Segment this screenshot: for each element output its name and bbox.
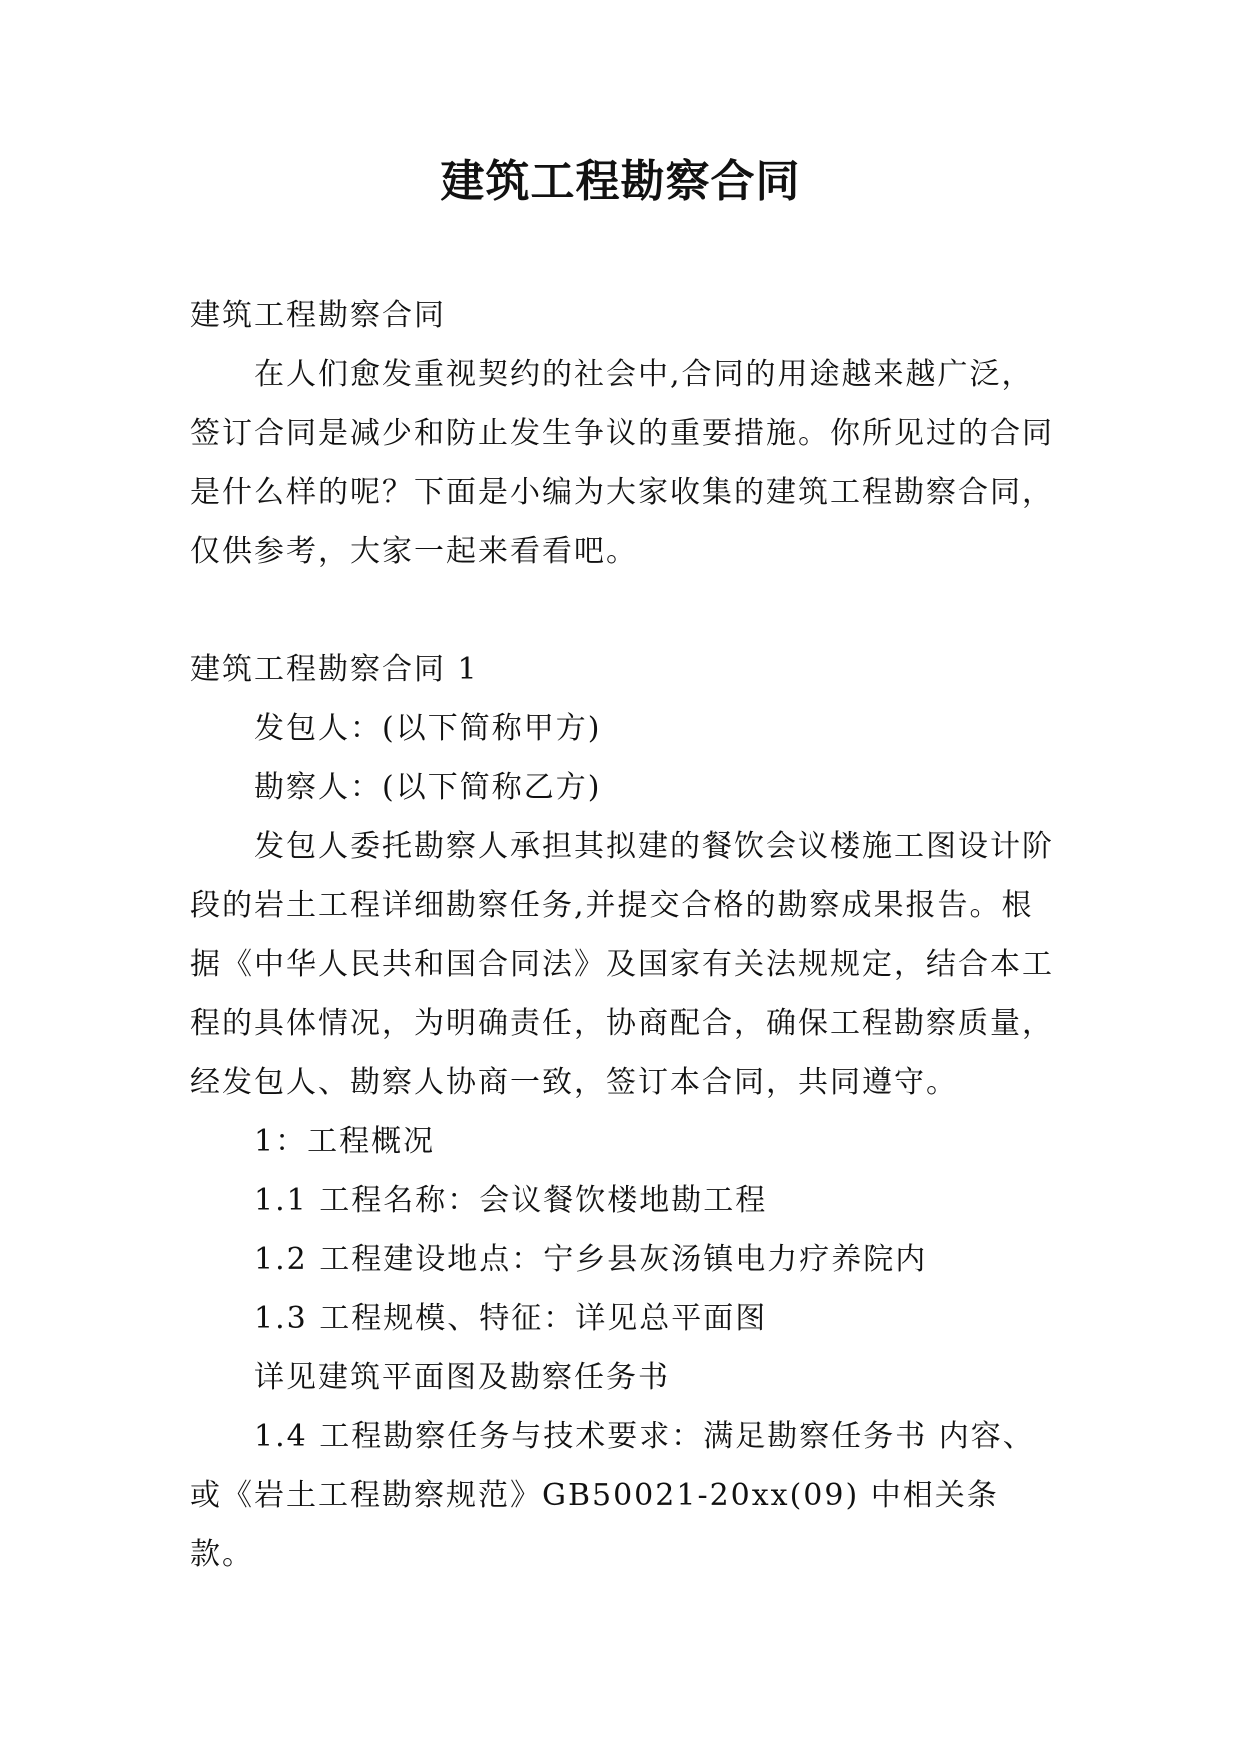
clause-1-4: 1.4 工程勘察任务与技术要求：满足勘察任务书 内容、或《岩土工程勘察规范》GB50021-20xx(09) 中相关条款。 xyxy=(190,1419,1035,1572)
intro-paragraph: 在人们愈发重视契约的社会中,合同的用途越来越广泛，签订合同是减少和防止发生争议的重要措施。你所见过的合同是什么样的呢？下面是小编为大家收集的建筑工程勘察合同，仅供参考，大家一起来看看吧。 xyxy=(190,357,1054,569)
clause-1-3: 1.3 工程规模、特征：详见总平面图 xyxy=(254,1301,768,1336)
section-heading: 建筑工程勘察合同 1 xyxy=(190,652,479,687)
subtitle: 建筑工程勘察合同 xyxy=(190,298,446,333)
document-title: 建筑工程勘察合同 xyxy=(440,156,801,207)
clause-1-2: 1.2 工程建设地点：宁乡县灰汤镇电力疗养院内 xyxy=(254,1242,928,1277)
party-a-line: 发包人：(以下简称甲方) xyxy=(254,711,602,746)
clause-1-3-detail: 详见建筑平面图及勘察任务书 xyxy=(254,1360,670,1395)
document-body xyxy=(190,286,1060,1584)
clause-1-1: 1.1 工程名称：会议餐饮楼地勘工程 xyxy=(254,1183,768,1218)
party-b-line: 勘察人：(以下简称乙方) xyxy=(254,770,602,805)
paragraph-gap xyxy=(190,581,1060,640)
preamble-paragraph: 发包人委托勘察人承担其拟建的餐饮会议楼施工图设计阶段的岩土工程详细勘察任务,并提交合格的勘察成果报告。根据《中华人民共和国合同法》及国家有关法规规定，结合本工程的具体情况，为明确责任，协商配合，确保工程勘察质量，经发包人、勘察人协商一致，签订本合同，共同遵守。 xyxy=(190,829,1054,1100)
clause-1: 1：工程概况 xyxy=(254,1124,436,1159)
